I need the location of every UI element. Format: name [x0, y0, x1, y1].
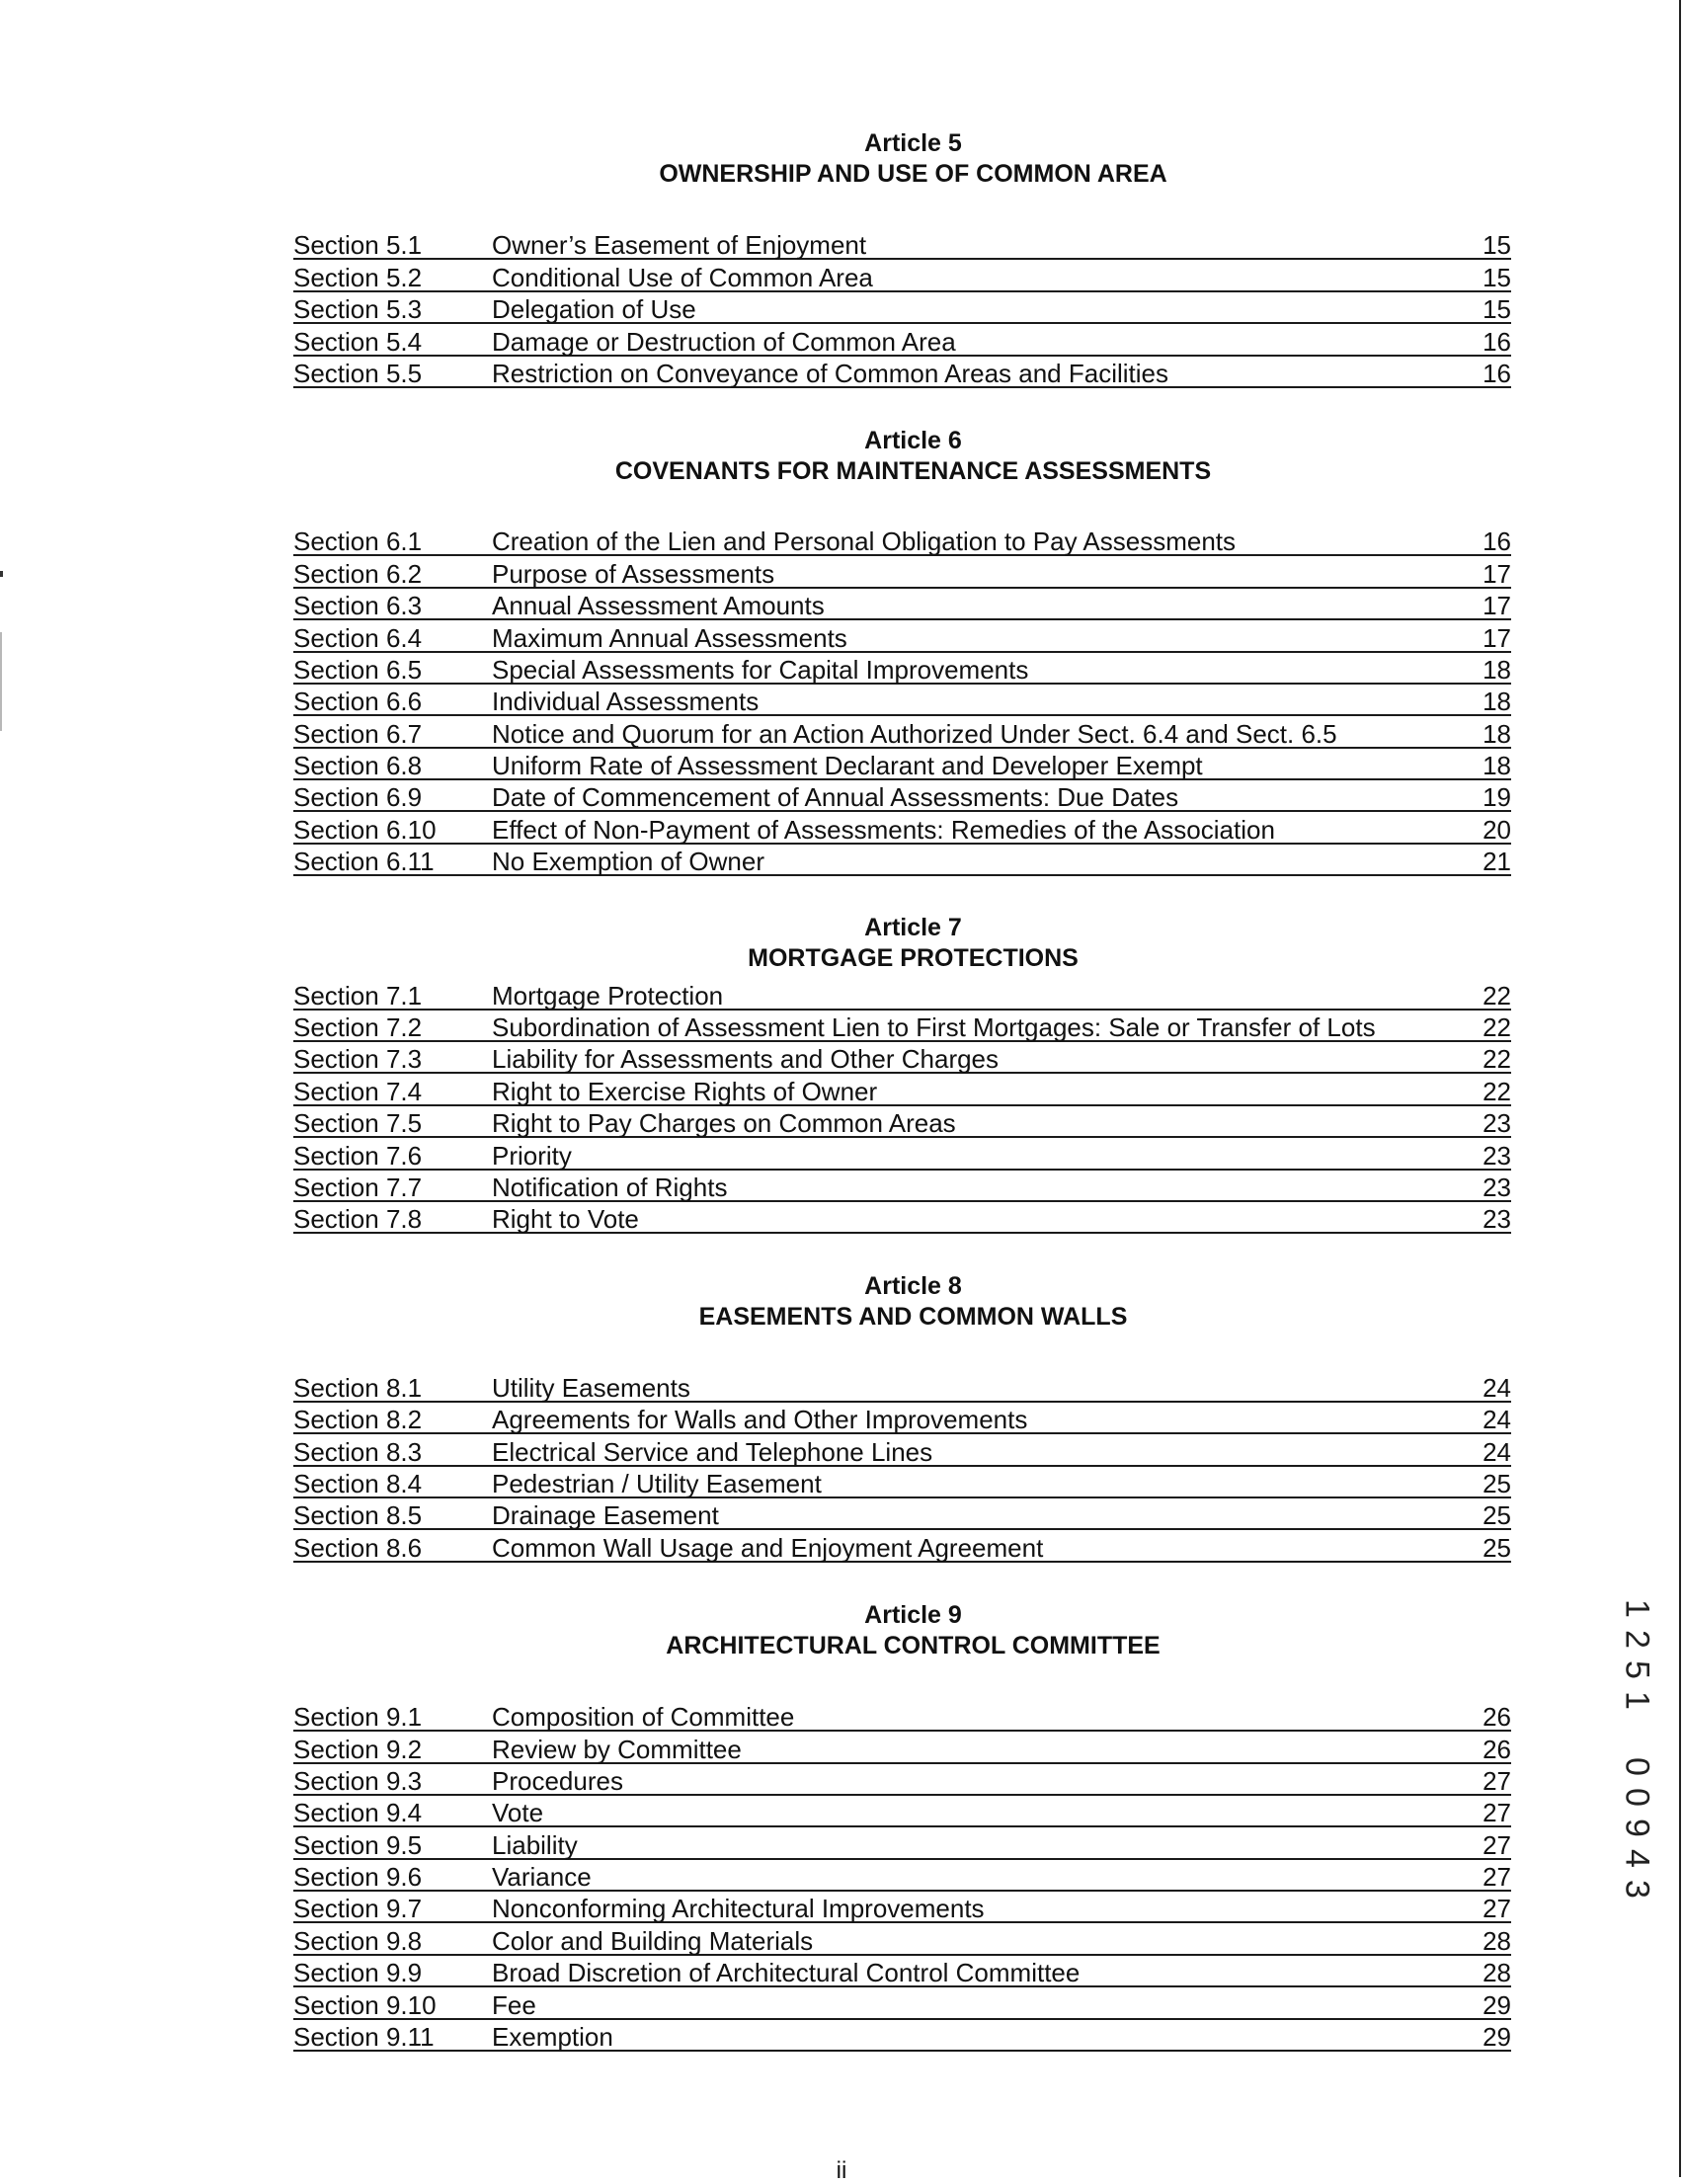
toc-row	[293, 1700, 1511, 1732]
section-title: Individual Assessments	[492, 687, 760, 717]
toc-row	[293, 716, 1511, 748]
toc-row	[293, 1202, 1511, 1234]
section-number: Section 6.10	[293, 814, 437, 845]
stamp-char: 9	[1618, 1819, 1656, 1837]
toc-row	[293, 1042, 1511, 1074]
section-number: Section 6.5	[293, 654, 423, 685]
article-heading	[315, 426, 1511, 487]
section-title: Notification of Rights	[492, 1172, 728, 1202]
section-number: Section 6.4	[293, 622, 423, 653]
article-title: ARCHITECTURAL CONTROL COMMITTEE	[666, 1631, 1161, 1659]
section-page: 15	[1483, 262, 1511, 292]
section-page: 25	[1483, 1468, 1511, 1498]
toc-row	[293, 1011, 1511, 1042]
toc-row	[293, 357, 1511, 388]
section-number: Section 7.2	[293, 1012, 423, 1043]
toc-row	[293, 1956, 1511, 1987]
section-title: Notice and Quorum for an Action Authorized Under Sect. 6.4 and Sect. 6.5	[492, 718, 1337, 749]
section-page: 29	[1483, 2022, 1511, 2053]
section-number: Section 5.3	[293, 294, 423, 325]
article-9	[293, 1600, 1511, 2052]
section-title: Liability for Assessments and Other Charges	[492, 1044, 1000, 1075]
toc-row	[293, 1106, 1511, 1138]
section-title: No Exemption of Owner	[492, 847, 765, 877]
section-title: Creation of the Lien and Personal Obligation to Pay Assessments	[492, 526, 1236, 557]
section-title: Priority	[492, 1140, 572, 1171]
article-heading	[315, 1271, 1511, 1333]
section-number: Section 7.8	[293, 1204, 423, 1235]
section-page: 21	[1483, 847, 1511, 877]
section-page: 16	[1483, 358, 1511, 388]
section-number: Section 9.6	[293, 1862, 423, 1893]
toc-row	[293, 749, 1511, 780]
section-number: Section 9.9	[293, 1958, 423, 1988]
stamp-char: 0	[1618, 1788, 1656, 1807]
section-page: 23	[1483, 1108, 1511, 1139]
section-title: Right to Vote	[492, 1204, 639, 1235]
section-page: 18	[1483, 751, 1511, 781]
toc-row	[293, 653, 1511, 685]
section-number: Section 7.7	[293, 1172, 423, 1202]
article-title: EASEMENTS AND COMMON WALLS	[698, 1303, 1128, 1332]
section-title: Review by Committee	[492, 1734, 742, 1764]
section-number: Section 7.6	[293, 1140, 423, 1171]
section-number: Section 8.4	[293, 1468, 423, 1498]
section-title: Electrical Service and Telephone Lines	[492, 1436, 933, 1467]
section-number: Section 8.5	[293, 1500, 423, 1531]
article-heading	[315, 1600, 1511, 1661]
section-page: 17	[1483, 591, 1511, 621]
section-title: Uniform Rate of Assessment Declarant and Developer Exempt	[492, 751, 1203, 781]
section-title: Effect of Non-Payment of Assessments: Remedies of the Association	[492, 814, 1275, 845]
section-number: Section 7.1	[293, 980, 423, 1011]
section-number: Section 9.7	[293, 1894, 423, 1924]
section-title: Maximum Annual Assessments	[492, 622, 847, 653]
article-title: OWNERSHIP AND USE OF COMMON AREA	[659, 160, 1167, 188]
section-title: Composition of Committee	[492, 1702, 795, 1733]
section-title: Right to Pay Charges on Common Areas	[492, 1108, 956, 1139]
section-page: 27	[1483, 1798, 1511, 1828]
section-number: Section 7.3	[293, 1044, 423, 1075]
toc-row	[293, 324, 1511, 356]
section-page: 17	[1483, 622, 1511, 653]
section-page: 22	[1483, 1076, 1511, 1106]
article-heading	[315, 128, 1511, 190]
section-title: Drainage Easement	[492, 1500, 719, 1531]
section-title: Mortgage Protection	[492, 980, 724, 1011]
section-page: 22	[1483, 980, 1511, 1011]
section-page: 18	[1483, 654, 1511, 685]
section-number: Section 6.7	[293, 718, 423, 749]
toc-row	[293, 1403, 1511, 1434]
toc-row	[293, 1370, 1511, 1402]
section-page: 25	[1483, 1500, 1511, 1531]
toc-row	[293, 780, 1511, 812]
section-page: 22	[1483, 1044, 1511, 1075]
section-page: 16	[1483, 326, 1511, 357]
section-page: 23	[1483, 1140, 1511, 1171]
section-number: Section 5.5	[293, 358, 423, 388]
section-title: Annual Assessment Amounts	[492, 591, 825, 621]
stamp-char: 2	[1618, 1630, 1656, 1649]
toc-row	[293, 1827, 1511, 1859]
section-title: Delegation of Use	[492, 294, 696, 325]
section-title: Exemption	[492, 2022, 613, 2053]
table-of-contents	[293, 128, 1511, 2052]
section-title: Broad Discretion of Architectural Control Committee	[492, 1958, 1081, 1988]
toc-row	[293, 1987, 1511, 2019]
section-page: 27	[1483, 1829, 1511, 1860]
stamp-char	[1619, 1717, 1654, 1750]
toc-row	[293, 1074, 1511, 1105]
section-title: Fee	[492, 1989, 536, 2020]
section-page: 27	[1483, 1765, 1511, 1796]
section-number: Section 9.5	[293, 1829, 423, 1860]
article-heading	[315, 913, 1511, 974]
section-page: 26	[1483, 1734, 1511, 1764]
section-number: Section 7.4	[293, 1076, 423, 1106]
section-page: 27	[1483, 1894, 1511, 1924]
page-number: ii	[836, 2157, 847, 2184]
section-page: 19	[1483, 782, 1511, 813]
toc-row	[293, 1764, 1511, 1796]
stamp-char: 1	[1618, 1599, 1656, 1618]
section-list	[293, 1700, 1511, 2052]
toc-row	[293, 685, 1511, 716]
section-number: Section 8.1	[293, 1372, 423, 1403]
section-page: 27	[1483, 1862, 1511, 1893]
toc-row	[293, 1923, 1511, 1955]
stamp-char: 1	[1618, 1691, 1656, 1710]
toc-row	[293, 1434, 1511, 1466]
section-page: 18	[1483, 687, 1511, 717]
section-title: Special Assessments for Capital Improvements	[492, 654, 1029, 685]
section-page: 15	[1483, 294, 1511, 325]
section-number: Section 9.11	[293, 2022, 435, 2053]
toc-row	[293, 260, 1511, 291]
article-label: Article 8	[864, 1272, 962, 1301]
toc-row	[293, 620, 1511, 652]
toc-row	[293, 228, 1511, 260]
section-number: Section 8.6	[293, 1532, 423, 1563]
section-title: Restriction on Conveyance of Common Areas and Facilities	[492, 358, 1168, 388]
section-number: Section 8.2	[293, 1405, 423, 1435]
scan-mark	[0, 571, 3, 577]
section-page: 16	[1483, 526, 1511, 557]
section-number: Section 6.8	[293, 751, 423, 781]
section-title: Date of Commencement of Annual Assessments: Due Dates	[492, 782, 1179, 813]
toc-row	[293, 1860, 1511, 1892]
toc-row	[293, 556, 1511, 588]
section-title: Owner’s Easement of Enjoyment	[492, 230, 867, 261]
section-page: 29	[1483, 1989, 1511, 2020]
section-number: Section 9.1	[293, 1702, 423, 1733]
section-page: 23	[1483, 1172, 1511, 1202]
section-number: Section 6.2	[293, 558, 423, 589]
article-title: MORTGAGE PROTECTIONS	[748, 944, 1079, 973]
article-7	[293, 913, 1511, 1234]
toc-row	[293, 1171, 1511, 1202]
section-number: Section 6.1	[293, 526, 423, 557]
section-title: Utility Easements	[492, 1372, 690, 1403]
section-title: Damage or Destruction of Common Area	[492, 326, 956, 357]
section-page: 24	[1483, 1405, 1511, 1435]
toc-row	[293, 1498, 1511, 1530]
section-title: Color and Building Materials	[492, 1925, 814, 1956]
toc-row	[293, 1732, 1511, 1763]
article-label: Article 6	[864, 426, 962, 454]
toc-row	[293, 1892, 1511, 1923]
section-number: Section 9.10	[293, 1989, 437, 2020]
section-number: Section 5.2	[293, 262, 423, 292]
toc-row	[293, 1467, 1511, 1498]
section-page: 15	[1483, 230, 1511, 261]
stamp-char: 3	[1618, 1880, 1656, 1899]
section-title: Procedures	[492, 1765, 623, 1796]
article-5	[293, 128, 1511, 388]
section-page: 18	[1483, 718, 1511, 749]
section-number: Section 6.11	[293, 847, 435, 877]
section-page: 26	[1483, 1702, 1511, 1733]
section-list	[293, 525, 1511, 876]
stamp-char: 4	[1618, 1849, 1656, 1868]
article-title: COVENANTS FOR MAINTENANCE ASSESSMENTS	[614, 456, 1212, 485]
section-page: 28	[1483, 1925, 1511, 1956]
section-title: Agreements for Walls and Other Improvements	[492, 1405, 1028, 1435]
article-label: Article 9	[864, 1600, 962, 1629]
toc-row	[293, 812, 1511, 844]
scan-edge	[1679, 0, 1681, 2177]
toc-row	[293, 1796, 1511, 1827]
section-number: Section 7.5	[293, 1108, 423, 1139]
article-6	[293, 426, 1511, 876]
section-list	[293, 978, 1511, 1234]
section-page: 17	[1483, 558, 1511, 589]
section-number: Section 9.2	[293, 1734, 423, 1764]
scan-mark	[0, 632, 2, 731]
section-page: 28	[1483, 1958, 1511, 1988]
section-number: Section 9.4	[293, 1798, 423, 1828]
section-title: Nonconforming Architectural Improvements	[492, 1894, 985, 1924]
section-number: Section 6.9	[293, 782, 423, 813]
toc-row	[293, 2020, 1511, 2052]
section-page: 24	[1483, 1436, 1511, 1467]
section-title: Subordination of Assessment Lien to First Mortgages: Sale or Transfer of Lots	[492, 1012, 1376, 1043]
section-list	[293, 1370, 1511, 1562]
section-number: Section 6.6	[293, 687, 423, 717]
toc-row	[293, 1530, 1511, 1562]
section-title: Liability	[492, 1829, 578, 1860]
section-number: Section 9.3	[293, 1765, 423, 1796]
stamp-char: 5	[1618, 1660, 1656, 1679]
section-number: Section 5.4	[293, 326, 423, 357]
toc-row	[293, 1138, 1511, 1170]
toc-row	[293, 978, 1511, 1010]
section-title: Conditional Use of Common Area	[492, 262, 873, 292]
article-8	[293, 1271, 1511, 1562]
toc-row	[293, 292, 1511, 324]
section-number: Section 5.1	[293, 230, 423, 261]
section-page: 22	[1483, 1012, 1511, 1043]
section-number: Section 8.3	[293, 1436, 423, 1467]
section-title: Pedestrian / Utility Easement	[492, 1468, 822, 1498]
section-title: Purpose of Assessments	[492, 558, 775, 589]
section-list	[293, 228, 1511, 388]
section-title: Vote	[492, 1798, 544, 1828]
section-page: 20	[1483, 814, 1511, 845]
section-number: Section 6.3	[293, 591, 423, 621]
toc-row	[293, 845, 1511, 876]
article-label: Article 5	[864, 129, 962, 157]
document-stamp	[1618, 1593, 1656, 1904]
section-title: Variance	[492, 1862, 592, 1893]
section-page: 24	[1483, 1372, 1511, 1403]
toc-row	[293, 589, 1511, 620]
section-page: 25	[1483, 1532, 1511, 1563]
stamp-char: 0	[1618, 1757, 1656, 1776]
toc-row	[293, 525, 1511, 556]
section-title: Common Wall Usage and Enjoyment Agreement	[492, 1532, 1044, 1563]
section-page: 23	[1483, 1204, 1511, 1235]
article-label: Article 7	[864, 914, 962, 942]
section-number: Section 9.8	[293, 1925, 423, 1956]
section-title: Right to Exercise Rights of Owner	[492, 1076, 878, 1106]
